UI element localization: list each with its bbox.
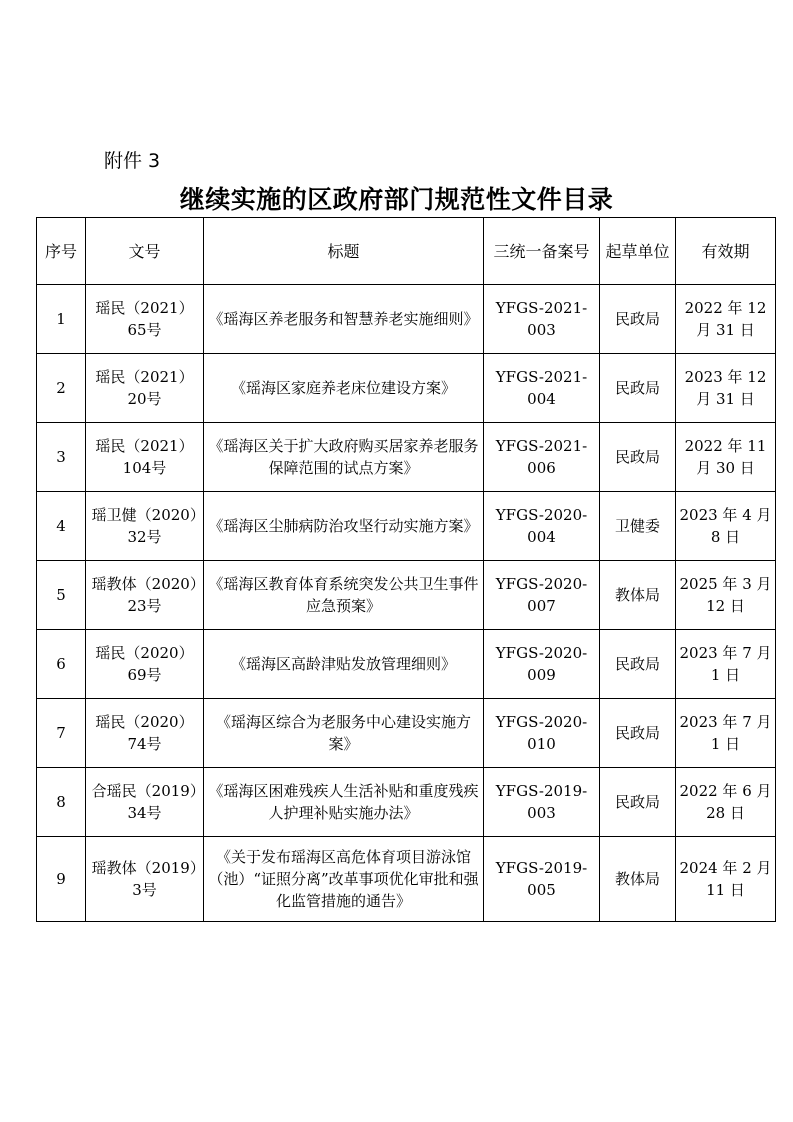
table-row [37, 561, 776, 630]
cell-filing-no: YFGS-2019-005 [484, 837, 600, 922]
table-row [37, 699, 776, 768]
cell-validity: 2023 年 7 月 1 日 [676, 630, 776, 699]
cell-filing-no: YFGS-2020-004 [484, 492, 600, 561]
cell-unit: 教体局 [600, 837, 676, 922]
header-unit: 起草单位 [600, 218, 676, 285]
cell-doc-no: 瑶民（2021）104号 [86, 423, 204, 492]
cell-doc-no: 瑶民（2020）69号 [86, 630, 204, 699]
cell-unit: 卫健委 [600, 492, 676, 561]
cell-filing-no: YFGS-2019-003 [484, 768, 600, 837]
header-validity: 有效期 [676, 218, 776, 285]
cell-filing-no: YFGS-2020-009 [484, 630, 600, 699]
table-row [37, 492, 776, 561]
attachment-label: 附件 3 [104, 150, 161, 172]
table-row [37, 768, 776, 837]
cell-title: 《瑶海区关于扩大政府购买居家养老服务保障范围的试点方案》 [204, 423, 484, 492]
cell-unit: 民政局 [600, 630, 676, 699]
cell-unit: 民政局 [600, 285, 676, 354]
cell-title: 《瑶海区高龄津贴发放管理细则》 [204, 630, 484, 699]
cell-title: 《瑶海区养老服务和智慧养老实施细则》 [204, 285, 484, 354]
cell-seq: 1 [37, 285, 86, 354]
cell-doc-no: 合瑶民（2019）34号 [86, 768, 204, 837]
cell-title: 《瑶海区家庭养老床位建设方案》 [204, 354, 484, 423]
cell-doc-no: 瑶教体（2020）23号 [86, 561, 204, 630]
header-doc-no: 文号 [86, 218, 204, 285]
header-filing-no: 三统一备案号 [484, 218, 600, 285]
cell-filing-no: YFGS-2020-007 [484, 561, 600, 630]
cell-filing-no: YFGS-2021-006 [484, 423, 600, 492]
cell-seq: 5 [37, 561, 86, 630]
cell-doc-no: 瑶民（2021）65号 [86, 285, 204, 354]
cell-doc-no: 瑶民（2020）74号 [86, 699, 204, 768]
cell-validity: 2022 年 12 月 31 日 [676, 285, 776, 354]
cell-seq: 6 [37, 630, 86, 699]
cell-unit: 民政局 [600, 699, 676, 768]
cell-seq: 8 [37, 768, 86, 837]
header-title: 标题 [204, 218, 484, 285]
cell-doc-no: 瑶卫健（2020）32号 [86, 492, 204, 561]
cell-doc-no: 瑶教体（2019）3号 [86, 837, 204, 922]
table-header-row [37, 218, 776, 285]
header-seq: 序号 [37, 218, 86, 285]
document-title: 继续实施的区政府部门规范性文件目录 [179, 185, 614, 214]
cell-seq: 9 [37, 837, 86, 922]
cell-filing-no: YFGS-2020-010 [484, 699, 600, 768]
table-row [37, 423, 776, 492]
cell-seq: 3 [37, 423, 86, 492]
cell-title: 《瑶海区尘肺病防治攻坚行动实施方案》 [204, 492, 484, 561]
cell-filing-no: YFGS-2021-003 [484, 285, 600, 354]
cell-filing-no: YFGS-2021-004 [484, 354, 600, 423]
cell-validity: 2022 年 11 月 30 日 [676, 423, 776, 492]
cell-validity: 2025 年 3 月 12 日 [676, 561, 776, 630]
cell-doc-no: 瑶民（2021）20号 [86, 354, 204, 423]
cell-title: 《瑶海区综合为老服务中心建设实施方案》 [204, 699, 484, 768]
table-row [37, 354, 776, 423]
cell-seq: 7 [37, 699, 86, 768]
cell-unit: 民政局 [600, 354, 676, 423]
cell-title: 《关于发布瑶海区高危体育项目游泳馆（池）“证照分离”改革事项优化审批和强化监管措施的通告》 [204, 837, 484, 922]
table-row [37, 630, 776, 699]
cell-seq: 4 [37, 492, 86, 561]
cell-validity: 2024 年 2 月 11 日 [676, 837, 776, 922]
cell-unit: 教体局 [600, 561, 676, 630]
cell-unit: 民政局 [600, 768, 676, 837]
document-catalog-table [36, 217, 776, 922]
cell-unit: 民政局 [600, 423, 676, 492]
table-row [37, 285, 776, 354]
cell-validity: 2022 年 6 月 28 日 [676, 768, 776, 837]
table-row [37, 837, 776, 922]
cell-validity: 2023 年 4 月 8 日 [676, 492, 776, 561]
cell-title: 《瑶海区困难残疾人生活补贴和重度残疾人护理补贴实施办法》 [204, 768, 484, 837]
cell-seq: 2 [37, 354, 86, 423]
cell-title: 《瑶海区教育体育系统突发公共卫生事件应急预案》 [204, 561, 484, 630]
cell-validity: 2023 年 12 月 31 日 [676, 354, 776, 423]
cell-validity: 2023 年 7 月 1 日 [676, 699, 776, 768]
